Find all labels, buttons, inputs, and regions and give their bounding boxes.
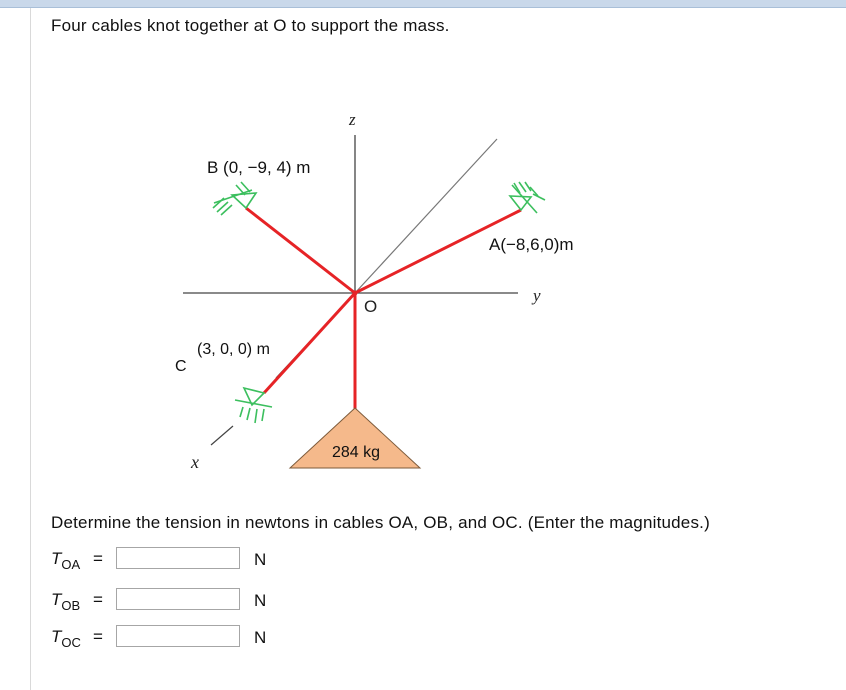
toc-unit: N xyxy=(254,628,267,647)
answer-row-toc xyxy=(51,625,351,651)
toc-input[interactable] xyxy=(116,625,240,647)
toc-equals: = xyxy=(93,627,103,646)
mass-label: 284 kg xyxy=(331,444,381,461)
toa-label: $T_{OA}$ xyxy=(51,549,81,572)
point-a-label: A(−8,6,0)m xyxy=(489,235,574,254)
toa-unit: N xyxy=(254,550,267,569)
answer-row-toa xyxy=(51,547,351,573)
toa-equals: = xyxy=(93,549,103,568)
tob-input[interactable] xyxy=(116,588,240,610)
tob-equals: = xyxy=(93,590,103,609)
toc-label: $T_{OC}$ xyxy=(51,627,81,650)
tob-label: $T_{OB}$ xyxy=(51,590,81,613)
answer-row-tob xyxy=(51,588,351,614)
cable-oc xyxy=(264,293,355,393)
point-c-letter: C xyxy=(175,358,187,375)
origin-label: O xyxy=(364,297,378,316)
question-text: Four cables knot together at O to support the mass. xyxy=(51,16,450,35)
x-axis-label: x xyxy=(191,452,199,472)
x-axis-tail xyxy=(211,426,233,445)
support-c-icon xyxy=(235,388,272,423)
tob-unit: N xyxy=(254,591,267,610)
cable-ob xyxy=(246,208,355,293)
toa-input[interactable] xyxy=(116,547,240,569)
y-axis-label: y xyxy=(533,286,541,305)
point-b-label: B (0, −9, 4) m xyxy=(207,158,311,177)
origin-knot xyxy=(353,291,358,296)
diagonal-axis xyxy=(355,139,497,293)
point-c-coords: (3, 0, 0) m xyxy=(197,341,270,358)
z-axis-label: z xyxy=(349,110,356,129)
prompt-text: Determine the tension in newtons in cables OA, OB, and OC. (Enter the magnitudes.) xyxy=(51,513,710,532)
support-a-icon xyxy=(510,182,545,213)
